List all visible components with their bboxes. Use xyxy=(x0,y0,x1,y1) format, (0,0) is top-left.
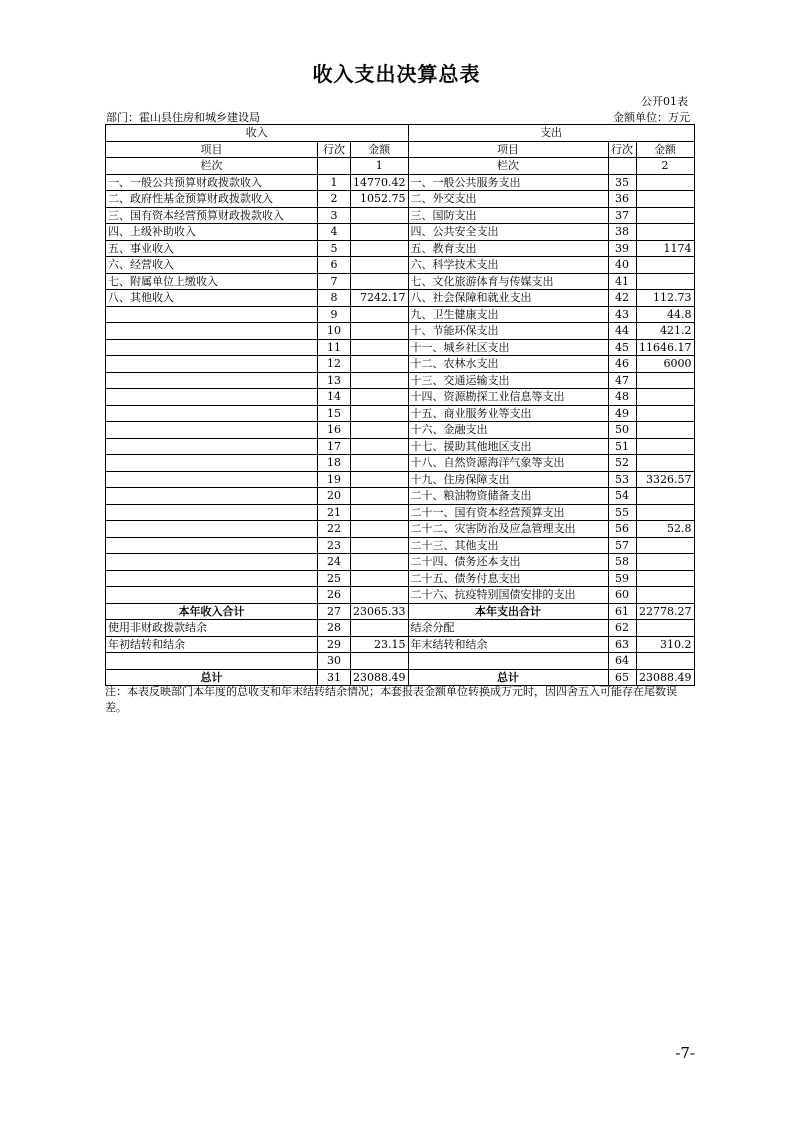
expense-total-line: 65 xyxy=(608,669,636,686)
expense-item-cell: 十九、住房保障支出 xyxy=(408,471,608,488)
expense-line-cell: 38 xyxy=(608,224,636,241)
expense-item-cell: 十七、援助其他地区支出 xyxy=(408,438,608,455)
expense-line-cell: 60 xyxy=(608,587,636,604)
expense-line-cell: 64 xyxy=(608,653,636,670)
table-row xyxy=(106,405,695,422)
footnote: 注：本表反映部门本年度的总收支和年末结转结余情况；本套报表金额单位转换成万元时，因四舍五入可能存在尾数误差。 xyxy=(105,685,677,714)
income-line-cell: 26 xyxy=(318,587,351,604)
expense-item-cell: 十八、自然资源海洋气象等支出 xyxy=(408,455,608,472)
expense-amount-cell: 52.8 xyxy=(636,521,694,538)
income-amount-header: 金额 xyxy=(351,141,409,158)
income-line-cell: 22 xyxy=(318,521,351,538)
header-row-col-index xyxy=(106,158,695,175)
income-amount-cell: 7242.17 xyxy=(351,290,409,307)
table-row xyxy=(106,191,695,208)
expense-line-cell: 58 xyxy=(608,554,636,571)
income-item-cell xyxy=(106,422,318,439)
expense-item-cell: 三、国防支出 xyxy=(408,207,608,224)
income-line-cell: 1 xyxy=(318,174,351,191)
income-amount-cell xyxy=(351,570,409,587)
income-line-cell: 29 xyxy=(318,636,351,653)
expense-amount-cell xyxy=(636,554,694,571)
table-row xyxy=(106,636,695,653)
income-item-cell xyxy=(106,653,318,670)
expense-amount-cell xyxy=(636,273,694,290)
expense-amount-cell: 112.73 xyxy=(636,290,694,307)
income-item-cell: 三、国有资本经营预算财政拨款收入 xyxy=(106,207,318,224)
expense-item-cell: 八、社会保障和就业支出 xyxy=(408,290,608,307)
expense-amount-cell xyxy=(636,389,694,406)
expense-line-cell: 49 xyxy=(608,405,636,422)
expense-line-cell: 53 xyxy=(608,471,636,488)
table-row xyxy=(106,570,695,587)
expense-line-cell: 47 xyxy=(608,372,636,389)
table-row xyxy=(106,339,695,356)
department-label: 部门：霍山县住房和城乡建设局 xyxy=(106,111,260,124)
income-amount-cell xyxy=(351,537,409,554)
expense-line-header: 行次 xyxy=(608,141,636,158)
table-row xyxy=(106,356,695,373)
income-line-cell: 24 xyxy=(318,554,351,571)
income-amount-cell: 14770.42 xyxy=(351,174,409,191)
expense-amount-cell: 6000 xyxy=(636,356,694,373)
income-line-cell: 8 xyxy=(318,290,351,307)
expense-item-cell: 二十五、债务付息支出 xyxy=(408,570,608,587)
income-line-cell: 3 xyxy=(318,207,351,224)
expense-line-cell: 54 xyxy=(608,488,636,505)
income-amount-cell xyxy=(351,620,409,637)
income-item-cell: 四、上级补助收入 xyxy=(106,224,318,241)
table-tail xyxy=(106,620,695,670)
income-amount-cell xyxy=(351,224,409,241)
income-line-cell: 18 xyxy=(318,455,351,472)
expense-amount-cell: 44.8 xyxy=(636,306,694,323)
page-number: -7- xyxy=(675,1044,695,1062)
unit-label: 金额单位：万元 xyxy=(613,111,690,124)
table-row xyxy=(106,290,695,307)
expense-line-cell: 37 xyxy=(608,207,636,224)
table-row xyxy=(106,207,695,224)
income-line-cell: 25 xyxy=(318,570,351,587)
expense-item-cell: 十三、交通运输支出 xyxy=(408,372,608,389)
income-item-cell xyxy=(106,488,318,505)
expense-item-cell: 十四、资源勘探工业信息等支出 xyxy=(408,389,608,406)
income-amount-cell xyxy=(351,587,409,604)
expense-amount-cell xyxy=(636,372,694,389)
table-row xyxy=(106,389,695,406)
expense-item-cell: 四、公共安全支出 xyxy=(408,224,608,241)
expense-line-cell: 45 xyxy=(608,339,636,356)
expense-item-cell: 十、节能环保支出 xyxy=(408,323,608,340)
expense-line-cell: 55 xyxy=(608,504,636,521)
income-amount-cell xyxy=(351,521,409,538)
income-amount-cell xyxy=(351,323,409,340)
expense-amount-cell xyxy=(636,207,694,224)
income-line-cell: 4 xyxy=(318,224,351,241)
income-item-cell: 六、经营收入 xyxy=(106,257,318,274)
income-amount-cell xyxy=(351,653,409,670)
expense-col-blank xyxy=(608,158,636,175)
income-item-cell xyxy=(106,323,318,340)
table-row xyxy=(106,306,695,323)
expense-amount-cell xyxy=(636,570,694,587)
income-line-cell: 9 xyxy=(318,306,351,323)
expense-amount-cell xyxy=(636,455,694,472)
income-total-amount: 23088.49 xyxy=(351,669,409,686)
income-item-cell xyxy=(106,405,318,422)
header-row-section xyxy=(106,125,695,142)
income-line-cell: 6 xyxy=(318,257,351,274)
expense-item-cell: 结余分配 xyxy=(408,620,608,637)
income-line-cell: 2 xyxy=(318,191,351,208)
table-row xyxy=(106,554,695,571)
income-amount-cell xyxy=(351,504,409,521)
table-body xyxy=(106,174,695,603)
expense-item-cell xyxy=(408,653,608,670)
expense-subtotal-line: 61 xyxy=(608,603,636,620)
expense-col-index: 2 xyxy=(636,158,694,175)
table-row xyxy=(106,504,695,521)
table-row xyxy=(106,174,695,191)
income-item-cell xyxy=(106,504,318,521)
income-line-cell: 21 xyxy=(318,504,351,521)
table-row xyxy=(106,323,695,340)
form-number: 公开01表 xyxy=(641,95,688,108)
table-row xyxy=(106,537,695,554)
income-expense-table xyxy=(105,124,695,686)
income-line-cell: 5 xyxy=(318,240,351,257)
expense-line-cell: 42 xyxy=(608,290,636,307)
income-item-cell: 八、其他收入 xyxy=(106,290,318,307)
table-row xyxy=(106,587,695,604)
table-row xyxy=(106,372,695,389)
income-subtotal-label: 本年收入合计 xyxy=(106,603,318,620)
income-total-line: 31 xyxy=(318,669,351,686)
expense-item-cell: 十二、农林水支出 xyxy=(408,356,608,373)
income-amount-cell xyxy=(351,455,409,472)
expense-total-amount: 23088.49 xyxy=(636,669,694,686)
expense-subtotal-label: 本年支出合计 xyxy=(408,603,608,620)
income-item-header: 项目 xyxy=(106,141,318,158)
expense-item-cell: 二十、粮油物资储备支出 xyxy=(408,488,608,505)
table-row xyxy=(106,620,695,637)
income-col-blank xyxy=(318,158,351,175)
income-item-cell xyxy=(106,537,318,554)
expense-amount-cell: 1174 xyxy=(636,240,694,257)
income-item-cell xyxy=(106,306,318,323)
income-line-cell: 15 xyxy=(318,405,351,422)
income-amount-cell xyxy=(351,207,409,224)
income-line-cell: 23 xyxy=(318,537,351,554)
income-line-cell: 28 xyxy=(318,620,351,637)
expense-line-cell: 63 xyxy=(608,636,636,653)
income-item-cell: 使用非财政拨款结余 xyxy=(106,620,318,637)
income-amount-cell xyxy=(351,372,409,389)
income-item-cell xyxy=(106,570,318,587)
income-total-label: 总计 xyxy=(106,669,318,686)
income-amount-cell xyxy=(351,339,409,356)
income-col-index: 1 xyxy=(351,158,409,175)
income-item-cell: 五、事业收入 xyxy=(106,240,318,257)
expense-amount-header: 金额 xyxy=(636,141,694,158)
expense-item-cell: 年末结转和结余 xyxy=(408,636,608,653)
income-item-cell xyxy=(106,389,318,406)
table-row xyxy=(106,653,695,670)
expense-amount-cell: 11646.17 xyxy=(636,339,694,356)
income-item-cell xyxy=(106,587,318,604)
income-item-cell xyxy=(106,372,318,389)
income-subtotal-line: 27 xyxy=(318,603,351,620)
income-line-cell: 13 xyxy=(318,372,351,389)
income-item-cell: 七、附属单位上缴收入 xyxy=(106,273,318,290)
income-amount-cell xyxy=(351,306,409,323)
expense-line-cell: 35 xyxy=(608,174,636,191)
expense-line-cell: 62 xyxy=(608,620,636,637)
expense-line-cell: 46 xyxy=(608,356,636,373)
expense-line-cell: 44 xyxy=(608,323,636,340)
income-line-cell: 30 xyxy=(318,653,351,670)
expense-amount-cell xyxy=(636,174,694,191)
expense-item-cell: 二、外交支出 xyxy=(408,191,608,208)
expense-amount-cell xyxy=(636,191,694,208)
expense-line-cell: 36 xyxy=(608,191,636,208)
expense-amount-cell xyxy=(636,620,694,637)
income-item-cell xyxy=(106,438,318,455)
income-amount-cell: 23.15 xyxy=(351,636,409,653)
income-amount-cell xyxy=(351,471,409,488)
expense-line-cell: 39 xyxy=(608,240,636,257)
expense-col-label: 栏次 xyxy=(408,158,608,175)
income-amount-cell xyxy=(351,422,409,439)
expense-line-cell: 51 xyxy=(608,438,636,455)
income-amount-cell xyxy=(351,438,409,455)
income-item-cell xyxy=(106,339,318,356)
expense-line-cell: 40 xyxy=(608,257,636,274)
expense-item-cell: 五、教育支出 xyxy=(408,240,608,257)
table-row xyxy=(106,455,695,472)
expense-amount-cell xyxy=(636,587,694,604)
expense-item-cell: 七、文化旅游体育与传媒支出 xyxy=(408,273,608,290)
expense-total-label: 总计 xyxy=(408,669,608,686)
subtotal-row xyxy=(106,603,695,620)
income-amount-cell xyxy=(351,405,409,422)
income-item-cell: 年初结转和结余 xyxy=(106,636,318,653)
header-row-columns xyxy=(106,141,695,158)
income-amount-cell xyxy=(351,273,409,290)
income-col-label: 栏次 xyxy=(106,158,318,175)
expense-header: 支出 xyxy=(408,125,694,142)
table-row xyxy=(106,224,695,241)
income-item-cell xyxy=(106,356,318,373)
income-amount-cell xyxy=(351,389,409,406)
income-line-cell: 17 xyxy=(318,438,351,455)
income-line-cell: 10 xyxy=(318,323,351,340)
expense-line-cell: 48 xyxy=(608,389,636,406)
table-row xyxy=(106,471,695,488)
income-item-cell xyxy=(106,455,318,472)
expense-item-cell: 二十三、其他支出 xyxy=(408,537,608,554)
expense-item-cell: 十六、金融支出 xyxy=(408,422,608,439)
expense-line-cell: 57 xyxy=(608,537,636,554)
income-line-cell: 7 xyxy=(318,273,351,290)
expense-line-cell: 56 xyxy=(608,521,636,538)
expense-amount-cell xyxy=(636,537,694,554)
expense-amount-cell xyxy=(636,422,694,439)
income-line-cell: 12 xyxy=(318,356,351,373)
table-row xyxy=(106,240,695,257)
income-line-cell: 19 xyxy=(318,471,351,488)
income-line-cell: 14 xyxy=(318,389,351,406)
income-amount-cell xyxy=(351,554,409,571)
income-subtotal-amount: 23065.33 xyxy=(351,603,409,620)
expense-amount-cell xyxy=(636,653,694,670)
income-amount-cell xyxy=(351,356,409,373)
expense-item-cell: 二十二、灾害防治及应急管理支出 xyxy=(408,521,608,538)
income-amount-cell xyxy=(351,257,409,274)
expense-item-cell: 十一、城乡社区支出 xyxy=(408,339,608,356)
page-title: 收入支出决算总表 xyxy=(312,62,481,86)
table-row xyxy=(106,488,695,505)
table-row xyxy=(106,422,695,439)
expense-amount-cell: 421.2 xyxy=(636,323,694,340)
expense-amount-cell xyxy=(636,438,694,455)
expense-amount-cell xyxy=(636,504,694,521)
table-row xyxy=(106,273,695,290)
expense-line-cell: 50 xyxy=(608,422,636,439)
table-footer xyxy=(106,603,695,620)
income-item-cell: 一、一般公共预算财政拨款收入 xyxy=(106,174,318,191)
income-amount-cell xyxy=(351,240,409,257)
income-amount-cell: 1052.75 xyxy=(351,191,409,208)
income-header: 收入 xyxy=(106,125,409,142)
expense-item-cell: 二十四、债务还本支出 xyxy=(408,554,608,571)
expense-amount-cell xyxy=(636,488,694,505)
expense-subtotal-amount: 22778.27 xyxy=(636,603,694,620)
expense-amount-cell: 310.2 xyxy=(636,636,694,653)
expense-amount-cell xyxy=(636,405,694,422)
income-line-header: 行次 xyxy=(318,141,351,158)
expense-amount-cell xyxy=(636,257,694,274)
expense-item-header: 项目 xyxy=(408,141,608,158)
table-row xyxy=(106,521,695,538)
income-item-cell: 二、政府性基金预算财政拨款收入 xyxy=(106,191,318,208)
income-item-cell xyxy=(106,471,318,488)
expense-amount-cell: 3326.57 xyxy=(636,471,694,488)
expense-line-cell: 41 xyxy=(608,273,636,290)
expense-item-cell: 九、卫生健康支出 xyxy=(408,306,608,323)
income-item-cell xyxy=(106,521,318,538)
expense-item-cell: 二十六、抗疫特别国债安排的支出 xyxy=(408,587,608,604)
table-row xyxy=(106,438,695,455)
income-item-cell xyxy=(106,554,318,571)
expense-line-cell: 43 xyxy=(608,306,636,323)
expense-item-cell: 六、科学技术支出 xyxy=(408,257,608,274)
expense-item-cell: 二十一、国有资本经营预算支出 xyxy=(408,504,608,521)
expense-item-cell: 十五、商业服务业等支出 xyxy=(408,405,608,422)
expense-line-cell: 52 xyxy=(608,455,636,472)
income-amount-cell xyxy=(351,488,409,505)
income-line-cell: 16 xyxy=(318,422,351,439)
expense-line-cell: 59 xyxy=(608,570,636,587)
table-row xyxy=(106,257,695,274)
expense-amount-cell xyxy=(636,224,694,241)
expense-item-cell: 一、一般公共服务支出 xyxy=(408,174,608,191)
income-line-cell: 20 xyxy=(318,488,351,505)
income-line-cell: 11 xyxy=(318,339,351,356)
